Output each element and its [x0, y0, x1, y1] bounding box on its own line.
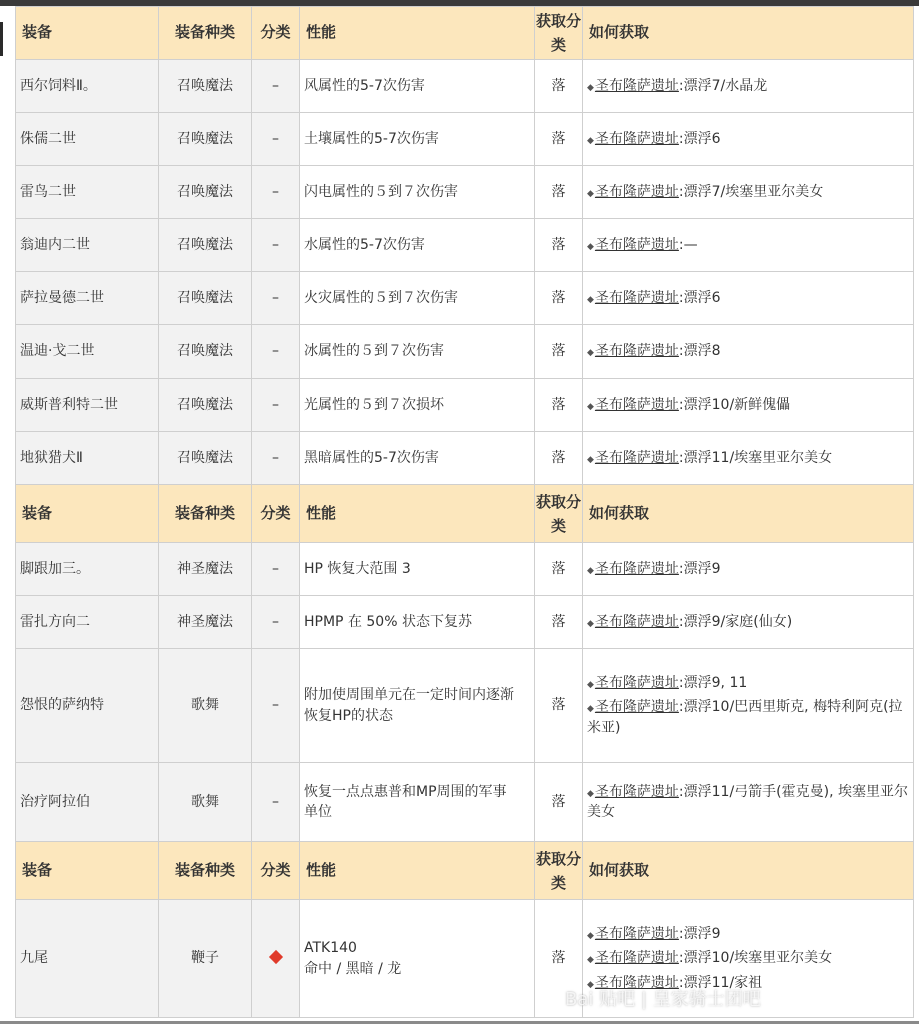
location-link[interactable]: 圣布隆萨遗址 — [594, 950, 679, 967]
equip-performance — [300, 60, 535, 113]
watermark: Bai 贴吧 | 皇家骑士团吧 — [565, 989, 761, 1010]
header-howto: 如何获取 — [583, 7, 914, 60]
performance-line: 火灾属性的５到７次伤害 — [304, 289, 458, 306]
howto-detail: :漂浮9 — [678, 926, 721, 943]
howto-detail: :漂浮6 — [678, 289, 721, 306]
performance-line: 闪电属性的５到７次伤害 — [304, 183, 458, 200]
equip-name: 九尾 — [16, 900, 159, 1018]
acquire-category: 落 — [535, 272, 583, 325]
equip-type: 歌舞 — [159, 649, 252, 763]
equip-category: – — [252, 379, 300, 432]
equip-performance — [300, 113, 535, 166]
bullet-diamond-icon: ◆ — [587, 931, 594, 942]
howto-detail: :漂浮7/水晶龙 — [678, 77, 768, 94]
howto-detail: :漂浮6 — [678, 130, 721, 147]
equip-type: 召唤魔法 — [159, 432, 252, 485]
equip-type: 歌舞 — [159, 763, 252, 842]
performance-line: 黑暗属性的5-7次伤害 — [304, 449, 439, 466]
acquire-category: 落 — [535, 543, 583, 596]
equip-name: 地狱猎犬Ⅱ — [16, 432, 159, 485]
performance-line: ATK140 — [304, 940, 357, 957]
table-row — [16, 272, 914, 325]
acquire-category: 落 — [535, 60, 583, 113]
equip-performance — [300, 596, 535, 649]
table-row — [16, 166, 914, 219]
howto-cell — [583, 379, 914, 432]
location-link[interactable]: 圣布隆萨遗址 — [594, 77, 679, 94]
table-row — [16, 596, 914, 649]
equip-type: 召唤魔法 — [159, 113, 252, 166]
equip-performance — [300, 763, 535, 842]
location-link[interactable]: 圣布隆萨遗址 — [594, 613, 679, 630]
performance-line: 光属性的５到７次损坏 — [304, 396, 444, 413]
header-row — [16, 842, 914, 900]
equip-name: 翁迪内二世 — [16, 219, 159, 272]
bullet-diamond-icon: ◆ — [587, 348, 594, 359]
equip-name: 雷鸟二世 — [16, 166, 159, 219]
bullet-diamond-icon: ◆ — [587, 979, 594, 990]
howto-cell — [583, 543, 914, 596]
performance-line: 恢复HP的状态 — [304, 707, 393, 724]
equip-name: 侏儒二世 — [16, 113, 159, 166]
equip-category — [252, 900, 300, 1018]
howto-cell — [583, 763, 914, 842]
table-row — [16, 900, 914, 1018]
equip-performance — [300, 432, 535, 485]
equipment-table — [15, 6, 914, 1018]
table-row — [16, 379, 914, 432]
howto-item — [587, 76, 913, 96]
performance-line: 单位 — [304, 804, 332, 820]
performance-line: 命中 / 黑暗 / 龙 — [304, 960, 402, 977]
equip-category: – — [252, 272, 300, 325]
equip-type: 召唤魔法 — [159, 325, 252, 379]
equip-performance — [300, 379, 535, 432]
equip-performance — [300, 900, 535, 1018]
bullet-diamond-icon: ◆ — [587, 680, 594, 691]
equip-category: – — [252, 763, 300, 842]
header-equip: 装备 — [16, 485, 159, 543]
equip-category: – — [252, 596, 300, 649]
header-category: 分类 — [252, 485, 300, 543]
howto-cell — [583, 649, 914, 763]
acquire-category: 落 — [535, 432, 583, 485]
header-performance: 性能 — [300, 7, 535, 60]
header-performance: 性能 — [300, 842, 535, 900]
howto-detail: :漂浮10/新鲜傀儡 — [678, 396, 791, 413]
location-link[interactable]: 圣布隆萨遗址 — [594, 396, 679, 413]
equip-type: 召唤魔法 — [159, 166, 252, 219]
equip-name: 怨恨的萨纳特 — [16, 649, 159, 763]
equip-performance — [300, 272, 535, 325]
howto-item — [587, 235, 913, 255]
equip-type: 召唤魔法 — [159, 219, 252, 272]
howto-item — [587, 559, 913, 579]
howto-item — [587, 341, 913, 361]
howto-detail: :漂浮8 — [678, 343, 721, 360]
header-performance: 性能 — [300, 485, 535, 543]
header-type: 装备种类 — [159, 7, 252, 60]
header-row — [16, 485, 914, 543]
header-type: 装备种类 — [159, 842, 252, 900]
equip-type: 召唤魔法 — [159, 379, 252, 432]
acquire-category: 落 — [535, 325, 583, 379]
howto-item — [587, 182, 913, 202]
acquire-category: 落 — [535, 113, 583, 166]
acquire-category: 落 — [535, 649, 583, 763]
equip-name: 治疗阿拉伯 — [16, 763, 159, 842]
equip-name: 萨拉曼德二世 — [16, 272, 159, 325]
bullet-diamond-icon: ◆ — [587, 401, 594, 412]
table-row — [16, 219, 914, 272]
location-link[interactable]: 圣布隆萨遗址 — [594, 926, 679, 943]
acquire-category: 落 — [535, 219, 583, 272]
red-diamond-icon — [268, 950, 282, 964]
location-link[interactable]: 圣布隆萨遗址 — [594, 783, 679, 800]
equip-name: 脚跟加三。 — [16, 543, 159, 596]
header-equip: 装备 — [16, 842, 159, 900]
location-link[interactable]: 圣布隆萨遗址 — [594, 974, 679, 991]
header-howto: 如何获取 — [583, 842, 914, 900]
howto-item — [587, 395, 913, 415]
side-marker — [0, 22, 3, 56]
howto-item — [587, 948, 913, 968]
howto-detail: :漂浮10/埃塞里亚尔美女 — [678, 950, 833, 967]
equip-name: 西尔饲料Ⅱ。 — [16, 60, 159, 113]
equip-performance — [300, 166, 535, 219]
header-acquire-category: 获取分类 — [535, 485, 583, 543]
howto-cell — [583, 272, 914, 325]
howto-detail: :漂浮11/弓箭手(霍克曼), 埃塞里亚尔美女 — [587, 783, 908, 820]
howto-cell — [583, 432, 914, 485]
location-link[interactable]: 圣布隆萨遗址 — [594, 675, 679, 692]
howto-item — [587, 924, 913, 944]
equip-category: – — [252, 60, 300, 113]
howto-item — [587, 129, 913, 149]
howto-detail: :— — [678, 236, 698, 253]
bullet-diamond-icon: ◆ — [587, 618, 594, 629]
equip-category: – — [252, 113, 300, 166]
location-link[interactable]: 圣布隆萨遗址 — [594, 130, 679, 147]
bullet-diamond-icon: ◆ — [587, 955, 594, 966]
bullet-diamond-icon: ◆ — [587, 565, 594, 576]
equip-category: – — [252, 432, 300, 485]
table-row — [16, 325, 914, 379]
location-link[interactable]: 圣布隆萨遗址 — [594, 699, 679, 716]
header-category: 分类 — [252, 7, 300, 60]
howto-item — [587, 448, 913, 468]
equip-performance — [300, 543, 535, 596]
header-equip: 装备 — [16, 7, 159, 60]
location-link[interactable]: 圣布隆萨遗址 — [594, 236, 679, 253]
equip-category: – — [252, 649, 300, 763]
howto-detail: :漂浮7/埃塞里亚尔美女 — [678, 183, 824, 200]
equip-type: 召唤魔法 — [159, 60, 252, 113]
howto-cell — [583, 166, 914, 219]
equip-type: 召唤魔法 — [159, 272, 252, 325]
equip-category: – — [252, 166, 300, 219]
equip-name: 雷扎方向二 — [16, 596, 159, 649]
acquire-category: 落 — [535, 900, 583, 1018]
bullet-diamond-icon: ◆ — [587, 788, 594, 799]
table-row — [16, 432, 914, 485]
equip-category: – — [252, 325, 300, 379]
equip-name: 温迪·戈二世 — [16, 325, 159, 379]
header-howto: 如何获取 — [583, 485, 914, 543]
table-row — [16, 649, 914, 763]
header-type: 装备种类 — [159, 485, 252, 543]
howto-cell — [583, 60, 914, 113]
location-link[interactable]: 圣布隆萨遗址 — [594, 183, 679, 200]
bullet-diamond-icon: ◆ — [587, 135, 594, 146]
header-row — [16, 7, 914, 60]
bullet-diamond-icon: ◆ — [587, 294, 594, 305]
location-link[interactable]: 圣布隆萨遗址 — [594, 560, 679, 577]
equip-type: 鞭子 — [159, 900, 252, 1018]
equip-type: 神圣魔法 — [159, 596, 252, 649]
header-acquire-category: 获取分类 — [535, 842, 583, 900]
performance-line: 附加使周围单元在一定时间内逐渐 — [304, 687, 514, 704]
howto-cell — [583, 219, 914, 272]
acquire-category: 落 — [535, 763, 583, 842]
performance-line: 土壤属性的5-7次伤害 — [304, 130, 439, 147]
table-row — [16, 113, 914, 166]
equip-performance — [300, 325, 535, 379]
table-row — [16, 763, 914, 842]
howto-detail: :漂浮9/家庭(仙女) — [678, 613, 793, 630]
acquire-category: 落 — [535, 379, 583, 432]
bullet-diamond-icon: ◆ — [587, 188, 594, 199]
howto-item — [587, 673, 913, 693]
acquire-category: 落 — [535, 596, 583, 649]
howto-item — [587, 288, 913, 308]
performance-line: HP 恢复大范围 3 — [304, 560, 411, 577]
header-category: 分类 — [252, 842, 300, 900]
equip-performance — [300, 649, 535, 763]
performance-line: 恢复一点点惠普和MP周围的军事 — [304, 783, 507, 800]
bullet-diamond-icon: ◆ — [587, 454, 594, 465]
equip-name: 威斯普利特二世 — [16, 379, 159, 432]
bullet-diamond-icon: ◆ — [587, 241, 594, 252]
howto-item — [587, 697, 913, 738]
howto-item — [587, 782, 913, 823]
performance-line: 水属性的5-7次伤害 — [304, 236, 425, 253]
howto-detail: :漂浮10/巴西里斯克, 梅特利阿克(拉米亚) — [587, 699, 903, 736]
location-link[interactable]: 圣布隆萨遗址 — [594, 343, 679, 360]
performance-line: HPMP 在 50% 状态下复苏 — [304, 613, 472, 630]
performance-line: 风属性的5-7次伤害 — [304, 77, 425, 94]
equip-performance — [300, 219, 535, 272]
bullet-diamond-icon: ◆ — [587, 704, 594, 715]
table-row — [16, 543, 914, 596]
performance-line: 冰属性的５到７次伤害 — [304, 343, 444, 360]
header-acquire-category: 获取分类 — [535, 7, 583, 60]
equip-category: – — [252, 219, 300, 272]
acquire-category: 落 — [535, 166, 583, 219]
howto-detail: :漂浮9 — [678, 560, 721, 577]
howto-cell — [583, 596, 914, 649]
howto-detail: :漂浮11/埃塞里亚尔美女 — [678, 449, 833, 466]
bullet-diamond-icon: ◆ — [587, 82, 594, 93]
howto-cell — [583, 113, 914, 166]
equip-type: 神圣魔法 — [159, 543, 252, 596]
equip-category: – — [252, 543, 300, 596]
location-link[interactable]: 圣布隆萨遗址 — [594, 289, 679, 306]
howto-item — [587, 612, 913, 632]
table-row — [16, 60, 914, 113]
howto-detail: :漂浮11/家祖 — [678, 974, 763, 991]
howto-cell — [583, 325, 914, 379]
howto-detail: :漂浮9, 11 — [678, 675, 748, 692]
location-link[interactable]: 圣布隆萨遗址 — [594, 449, 679, 466]
